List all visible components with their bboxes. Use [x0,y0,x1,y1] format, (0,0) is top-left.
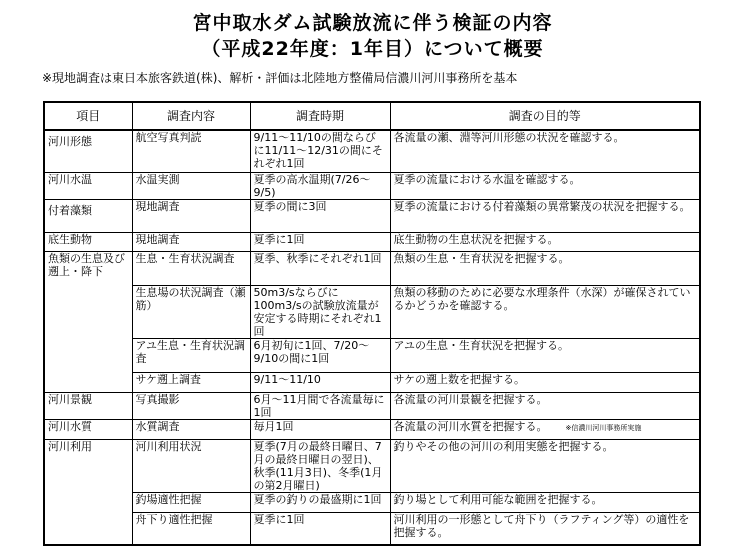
header-purpose: 調査の目的等 [390,102,700,130]
cell-period: 9/11～11/10の間ならびに11/11～12/31の間にそれぞれ1回 [250,130,390,172]
cell-period: 夏季、秋季にそれぞれ1回 [250,251,390,285]
cell-content: 水温実測 [132,172,250,199]
cell-item: 底生動物 [44,232,132,251]
page-subtitle: （平成22年度：1年目）について概要 [201,38,544,60]
cell-item: 付着藻類 [44,199,132,232]
table-row [44,130,700,172]
cell-purpose: 各流量の瀬、淵等河川形態の状況を確認する。 [390,130,700,172]
cell-purpose: 夏季の流量における水温を確認する。 [390,172,700,199]
table-row [44,439,700,492]
cell-item: 河川水温 [44,172,132,199]
purpose-note: ※信濃川河川事務所実施 [565,423,642,432]
table-row [44,199,700,232]
cell-item: 魚類の生息及び遡上・降下 [44,251,132,392]
cell-item: 河川形態 [44,130,132,172]
cell-content: アユ生息・生育状況調査 [132,338,250,372]
purpose-text: 各流量の河川水質を把握する。 [393,419,548,433]
cell-content: 現地調査 [132,232,250,251]
page-title: 宮中取水ダム試験放流に伴う検証の内容 [192,12,553,34]
cell-item: 河川景観 [44,392,132,419]
cell-item: 河川利用 [44,439,132,545]
cell-purpose: サケの遡上数を把握する。 [390,372,700,392]
cell-purpose: 河川利用の一形態として舟下り（ラフティング等）の適性を把握する。 [390,512,700,545]
cell-content: 生息・生育状況調査 [132,251,250,285]
cell-purpose: アユの生息・生育状況を把握する。 [390,338,700,372]
cell-content: 河川利用状況 [132,439,250,492]
cell-period: 夏季の高水温期(7/26～9/5) [250,172,390,199]
cell-item: 河川水質 [44,419,132,439]
cell-content: 水質調査 [132,419,250,439]
cell-purpose: 底生動物の生息状況を把握する。 [390,232,700,251]
table-row [44,285,700,338]
header-period: 調査時期 [250,102,390,130]
cell-period: 夏季(7月の最終日曜日、7月の最終日曜日の翌日)、秋季(11月3日)、冬季(1月の第2月曜日) [250,439,390,492]
table-row [44,492,700,512]
table-header-row [44,102,700,130]
cell-content: 航空写真判読 [132,130,250,172]
header-content: 調査内容 [132,102,250,130]
cell-content: サケ遡上調査 [132,372,250,392]
survey-table [43,101,701,546]
cell-period: 夏季の釣りの最盛期に1回 [250,492,390,512]
table-row [44,251,700,285]
cell-period: 毎月1回 [250,419,390,439]
cell-purpose: 魚類の移動のために必要な水理条件（水深）が確保されているかどうかを確認する。 [390,285,700,338]
cell-period: 9/11～11/10 [250,372,390,392]
cell-purpose: 各流量の河川景観を把握する。 [390,392,700,419]
cell-period: 夏季に1回 [250,512,390,545]
header-item: 項目 [44,102,132,130]
cell-period: 夏季の間に3回 [250,199,390,232]
table-row [44,232,700,251]
cell-content: 釣場適性把握 [132,492,250,512]
table-row [44,372,700,392]
cell-content: 舟下り適性把握 [132,512,250,545]
cell-period: 50m3/sならびに100m3/sの試験放流量が安定する時期にそれぞれ1回 [250,285,390,338]
cell-period: 6月初旬に1回、7/20～9/10の間に1回 [250,338,390,372]
cell-purpose: 夏季の流量における付着藻類の異常繁茂の状況を把握する。 [390,199,700,232]
cell-content: 生息場の状況調査（瀬筋） [132,285,250,338]
cell-content: 写真撮影 [132,392,250,419]
cell-period: 6月～11月間で各流量毎に1回 [250,392,390,419]
note-text: ※現地調査は東日本旅客鉄道(株)、解析・評価は北陸地方整備局信濃川河川事務所を基本 [42,71,518,85]
cell-purpose: 釣りやその他の河川の利用実態を把握する。 [390,439,700,492]
table-row [44,512,700,545]
table-row [44,172,700,199]
cell-purpose: 魚類の生息・生育状況を把握する。 [390,251,700,285]
table-row [44,338,700,372]
cell-purpose [390,419,700,439]
cell-period: 夏季に1回 [250,232,390,251]
table-row [44,419,700,439]
cell-content: 現地調査 [132,199,250,232]
cell-purpose: 釣り場として利用可能な範囲を把握する。 [390,492,700,512]
table-row [44,392,700,419]
